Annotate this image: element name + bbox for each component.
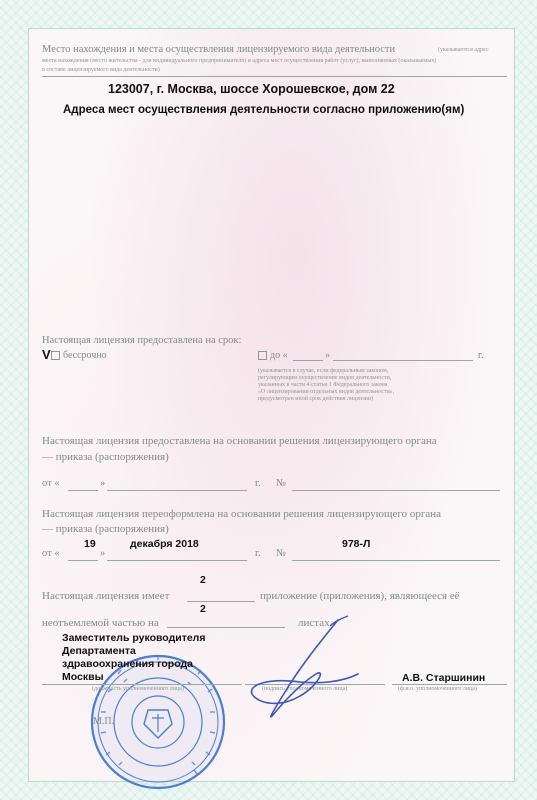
appendix-count: 2 <box>200 574 206 586</box>
basis-text-2: — приказа (распоряжения) <box>42 451 169 463</box>
appendix-text-1: Настоящая лицензия имеет <box>42 590 170 602</box>
name-hint: (ф.и.о. уполномоченного лица) <box>398 686 477 692</box>
addresses-note: Адреса мест осуществления деятельности согласно приложению(ям) <box>63 104 465 116</box>
position-line <box>42 684 242 685</box>
until-year: г. <box>478 350 484 361</box>
handwritten-signature <box>230 612 380 727</box>
indefinite-checkbox[interactable] <box>51 351 60 360</box>
location-hint-1: (указываются адрес <box>438 47 489 53</box>
basis-number-line <box>292 490 500 491</box>
reissue-text-2: — приказа (распоряжения) <box>42 523 169 535</box>
term-note: (указывается в случае, если федеральным законом, регулирующим осуществление видов деятельности, указанных в части 4 статьи 1 Федерального закона «О лицензировании отдельных видов деятельности», предусмотрен иной срок действия лицензии) <box>258 368 395 402</box>
until-checkbox[interactable] <box>258 351 267 360</box>
basis-month-line <box>107 490 247 491</box>
reissue-text-1: Настоящая лицензия переоформлена на основании решения лицензирующего органа <box>42 508 441 520</box>
reissue-number: 978-Л <box>342 538 371 550</box>
location-label: Место нахождения и места осуществления лицензируемого вида деятельности <box>42 44 396 55</box>
basis-number-sign: № <box>276 478 287 489</box>
reissue-day-line <box>68 560 98 561</box>
until-month-line <box>333 360 473 361</box>
reissue-month-year: декабря 2018 <box>130 538 199 550</box>
signature-hint: (подпись уполномоченного лица) <box>262 686 348 692</box>
location-hint-3: в составе лицензируемого вида деятельности) <box>42 67 160 73</box>
reissue-day: 19 <box>84 538 96 550</box>
basis-year: г. <box>255 478 261 489</box>
until-mid: » <box>325 350 330 361</box>
position-hint: (должность уполномоченного лица) <box>92 686 184 692</box>
basis-from: от « <box>42 478 60 489</box>
address-value: 123007, г. Москва, шоссе Хорошевское, дом 22 <box>108 82 395 96</box>
basis-mid: » <box>100 478 106 489</box>
basis-day-line <box>68 490 98 491</box>
location-hint-2: места нахождения (место жительства - для индивидуального предпринимателя) и адреса мест осуществления работ (услуг), выполняемых (оказываемых) <box>42 58 437 64</box>
appendix-text-3: неотъемлемой частью на <box>42 617 159 629</box>
reissue-year: г. <box>255 548 261 559</box>
appendix-sheets: 2 <box>200 603 206 615</box>
reissue-month-line <box>107 560 247 561</box>
stamp-place-mark: М.П. <box>93 716 115 727</box>
name-line <box>392 684 507 685</box>
basis-text-1: Настоящая лицензия предоставлена на основании решения лицензирующего органа <box>42 435 437 447</box>
reissue-number-sign: № <box>276 548 287 559</box>
location-underline <box>42 76 507 77</box>
signatory-position: Заместитель руководителя Департамента здравоохранения города Москвы <box>62 632 206 683</box>
signatory-name: А.В. Старшинин <box>402 672 486 684</box>
indefinite-label: бессрочно <box>63 350 107 361</box>
appendix-text-4: листах. <box>298 617 333 629</box>
term-label: Настоящая лицензия предоставлена на срок: <box>42 335 242 346</box>
appendix-text-2: приложение (приложения), являющееся её <box>260 590 460 602</box>
until-day-line <box>293 360 323 361</box>
reissue-mid: » <box>100 548 106 559</box>
until-prefix: до « <box>270 350 288 361</box>
appendix-count-line <box>187 601 255 602</box>
reissue-from: от « <box>42 548 60 559</box>
reissue-number-line <box>292 560 500 561</box>
term-check-mark: V <box>42 347 51 362</box>
